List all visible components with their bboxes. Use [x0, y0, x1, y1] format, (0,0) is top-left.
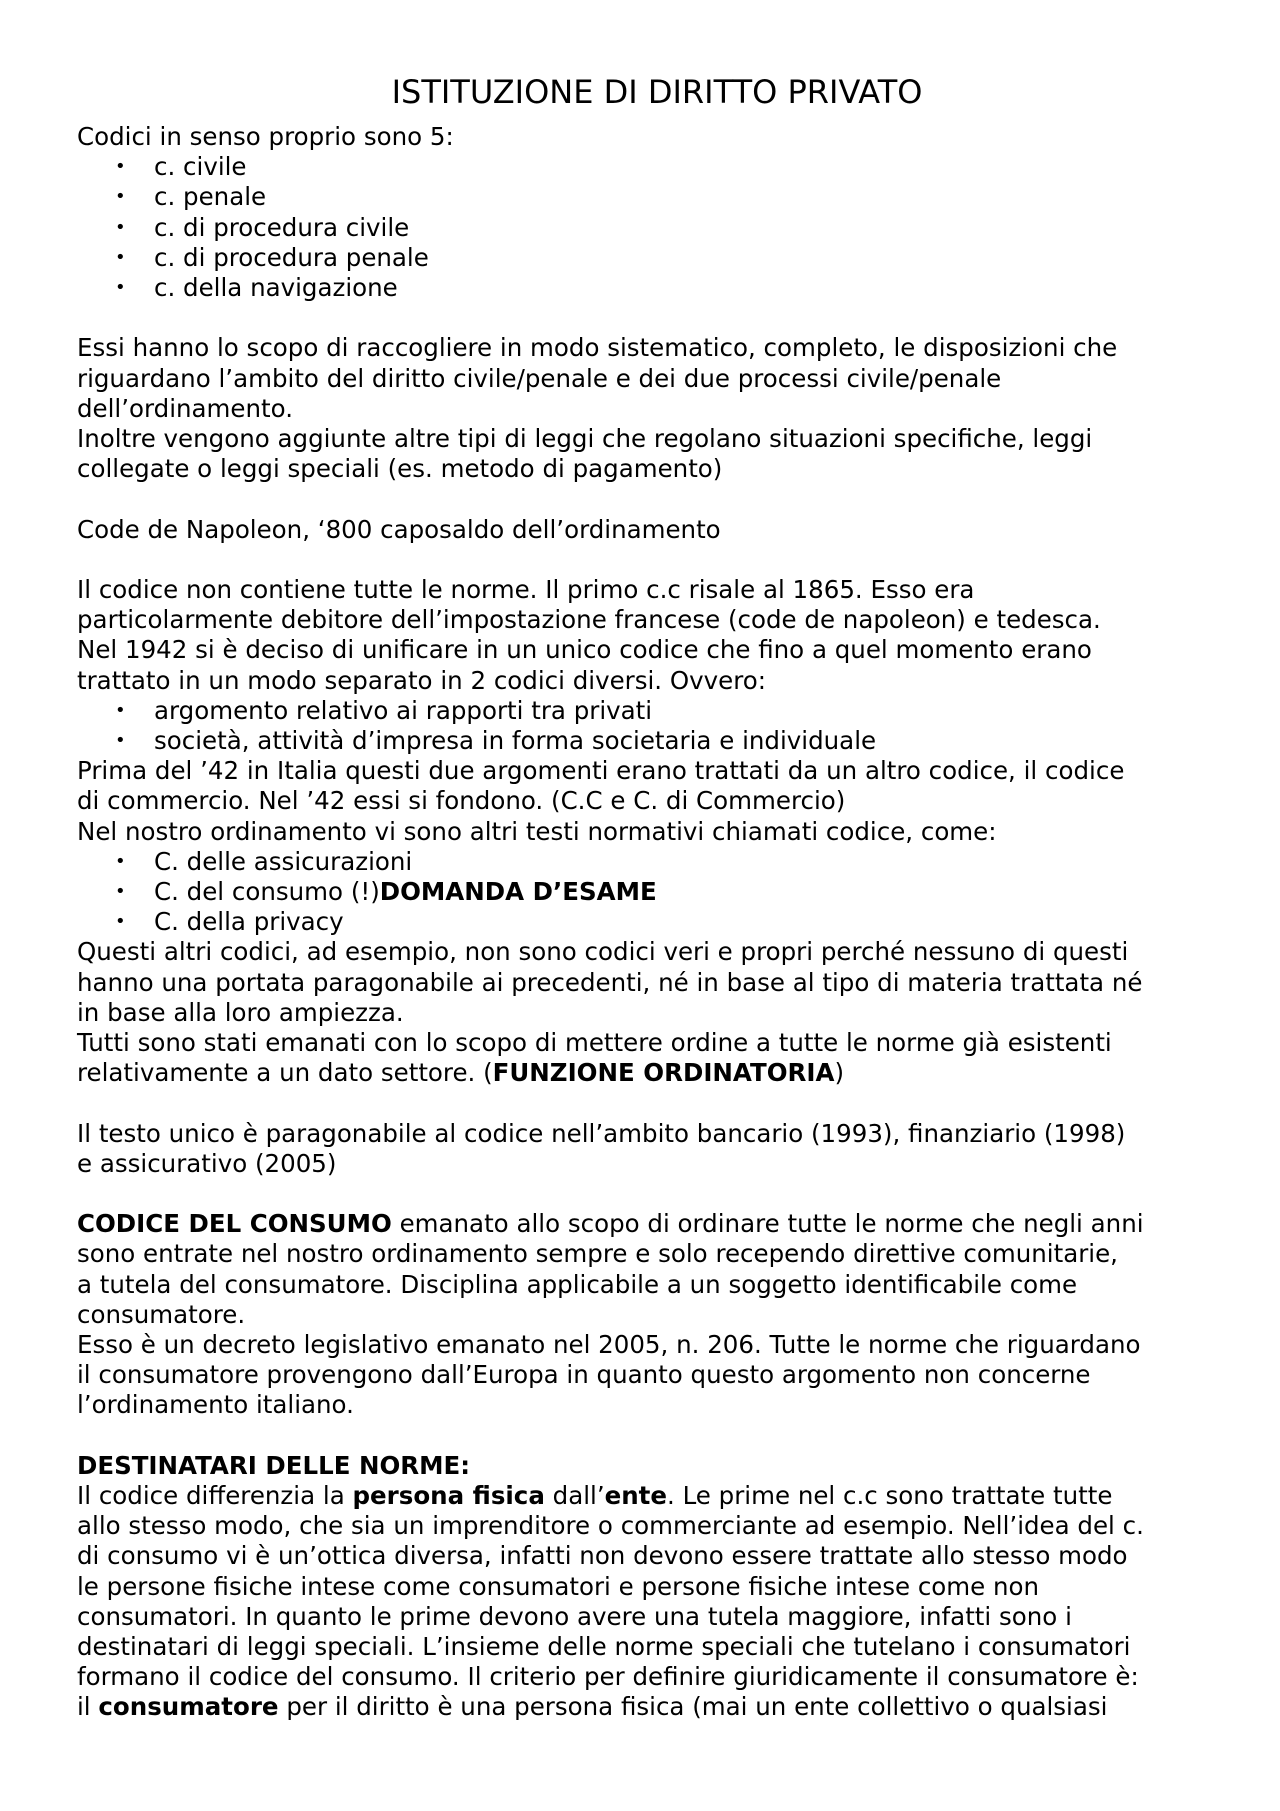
list-item: • C. del consumo (!)DOMANDA D’ESAME: [115, 877, 657, 907]
list-item: • c. di procedura penale: [115, 242, 429, 272]
intro-line: Codici in senso proprio sono 5:: [77, 122, 454, 151]
spacer: [77, 1088, 1227, 1118]
text-line: hanno una portata paragonabile ai precedenti, né in base al tipo di materia trattata né: [77, 967, 1143, 997]
text-line: e assicurativo (2005): [77, 1148, 337, 1178]
list-item: • c. della navigazione: [115, 273, 398, 303]
text-line: trattato in un modo separato in 2 codici diversi. Ovvero:: [77, 665, 766, 695]
napoleon-line: Code de Napoleon, ‘800 caposaldo dell’ordinamento: [77, 514, 721, 544]
argomenti-list: [77, 696, 1227, 756]
ente-term: ente: [604, 1481, 668, 1511]
text-line: di consumo vi è un’ottica diversa, infatti non devono essere trattate allo stesso modo: [77, 1541, 1128, 1571]
text-line: a tutela del consumatore. Disciplina applicabile a un soggetto identificabile come: [77, 1269, 1078, 1299]
document-title: ISTITUZIONE DI DIRITTO PRIVATO: [391, 73, 923, 111]
bullet-icon: •: [115, 246, 126, 268]
text-line: Il testo unico è paragonabile al codice nell’ambito bancario (1993), finanziario (1998): [77, 1118, 1126, 1148]
bullet-icon: •: [115, 186, 126, 208]
text-line: Nel 1942 si è deciso di unificare in un unico codice che fino a quel momento erano: [77, 635, 1092, 665]
spacer: [77, 484, 1227, 514]
text-line: CODICE DEL CONSUMO emanato allo scopo di ordinare tutte le norme che negli anni: [77, 1209, 1144, 1239]
text-line: particolarmente debitore dell’impostazione francese (code de napoleon) e tedesca.: [77, 605, 1101, 635]
bullet-icon: •: [115, 730, 126, 752]
list-item: • c. civile: [115, 152, 247, 182]
bullet-icon: •: [115, 911, 126, 933]
text-line: Il codice differenzia la persona fisica dall’ente. Le prime nel c.c sono trattate tutte: [77, 1481, 1113, 1511]
list-item: • C. della privacy: [115, 907, 344, 937]
text-line: Inoltre vengono aggiunte altre tipi di leggi che regolano situazioni specifiche, leggi: [77, 424, 1093, 454]
text-line: Nel nostro ordinamento vi sono altri testi normativi chiamati codice, come:: [77, 816, 997, 846]
list-item: • C. delle assicurazioni: [115, 846, 413, 876]
text-line: di commercio. Nel ’42 essi si fondono. (C.C e C. di Commercio): [77, 786, 846, 816]
text-line: relativamente a un dato settore. (FUNZIONE ORDINATORIA): [77, 1058, 845, 1088]
paragraph-codice-consumo: [77, 1209, 1227, 1420]
spacer: [77, 1421, 1227, 1451]
funzione-ordinatoria-label: FUNZIONE ORDINATORIA: [492, 1058, 835, 1088]
exam-question-label: DOMANDA D’ESAME: [379, 877, 657, 907]
consumatore-term: consumatore: [98, 1692, 279, 1722]
altri-codici-list: [77, 847, 1227, 938]
text-line: l’ordinamento italiano.: [77, 1390, 354, 1420]
text-line: il consumatore provengono dall’Europa in quanto questo argomento non concerne: [77, 1360, 1091, 1390]
text-line: Tutti sono stati emanati con lo scopo di mettere ordine a tutte le norme già esistenti: [77, 1028, 1112, 1058]
text-line: riguardano l’ambito del diritto civile/penale e dei due processi civile/penale: [77, 363, 1002, 393]
text-line: consumatore.: [77, 1299, 246, 1329]
bullet-icon: •: [115, 699, 126, 721]
codice-consumo-heading: CODICE DEL CONSUMO: [77, 1209, 392, 1239]
text-line: le persone fisiche intese come consumatori e persone fisiche intese come non: [77, 1571, 1040, 1601]
paragraph-altri: [77, 937, 1227, 1088]
text-line: formano il codice del consumo. Il criterio per definire giuridicamente il consumatore è:: [77, 1662, 1139, 1692]
spacer: [77, 1179, 1227, 1209]
list-item: • argomento relativo ai rapporti tra privati: [115, 695, 653, 725]
codici-list: [77, 152, 1227, 303]
paragraph-testo-unico: [77, 1119, 1227, 1179]
text-line: destinatari di leggi speciali. L’insieme delle norme speciali che tutelano i consumatori: [77, 1632, 1131, 1662]
spacer: [77, 545, 1227, 575]
bullet-icon: •: [115, 156, 126, 178]
bullet-icon: •: [115, 881, 126, 903]
text-line: Essi hanno lo scopo di raccogliere in modo sistematico, completo, le disposizioni che: [77, 333, 1118, 363]
text-line: il consumatore per il diritto è una persona fisica (mai un ente collettivo o qualsiasi: [77, 1692, 1108, 1722]
text-line: consumatori. In quanto le prime devono avere una tutela maggiore, infatti sono i: [77, 1601, 1072, 1631]
text-line: collegate o leggi speciali (es. metodo di pagamento): [77, 454, 723, 484]
document-page: [77, 72, 1227, 1723]
text-line: Prima del ’42 in Italia questi due argomenti erano trattati da un altro codice, il codice: [77, 756, 1125, 786]
paragraph-prima: [77, 756, 1227, 847]
bullet-icon: •: [115, 850, 126, 872]
text-line: dell’ordinamento.: [77, 393, 293, 423]
text-line: Il codice non contiene tutte le norme. Il primo c.c risale al 1865. Esso era: [77, 575, 975, 604]
paragraph-scopo: [77, 333, 1227, 484]
paragraph-destinatari: [77, 1451, 1227, 1723]
text-line: Questi altri codici, ad esempio, non sono codici veri e propri perché nessuno di questi: [77, 937, 1129, 967]
bullet-icon: •: [115, 277, 126, 299]
list-item: • c. penale: [115, 182, 267, 212]
text-line: in base alla loro ampiezza.: [77, 997, 404, 1027]
paragraph-codice: [77, 575, 1227, 696]
text-line: sono entrate nel nostro ordinamento sempre e solo recependo direttive comunitarie,: [77, 1239, 1118, 1269]
persona-fisica-term: persona fisica: [352, 1481, 545, 1511]
list-item: • c. di procedura civile: [115, 212, 410, 242]
spacer: [77, 303, 1227, 333]
section-heading: DESTINATARI DELLE NORME:: [77, 1450, 471, 1480]
text-line: Esso è un decreto legislativo emanato nel 2005, n. 206. Tutte le norme che riguardano: [77, 1330, 1141, 1360]
text-line: allo stesso modo, che sia un imprenditore o commerciante ad esempio. Nell’idea del c.: [77, 1511, 1144, 1541]
list-item: • società, attività d’impresa in forma societaria e individuale: [115, 726, 877, 756]
bullet-icon: •: [115, 216, 126, 238]
